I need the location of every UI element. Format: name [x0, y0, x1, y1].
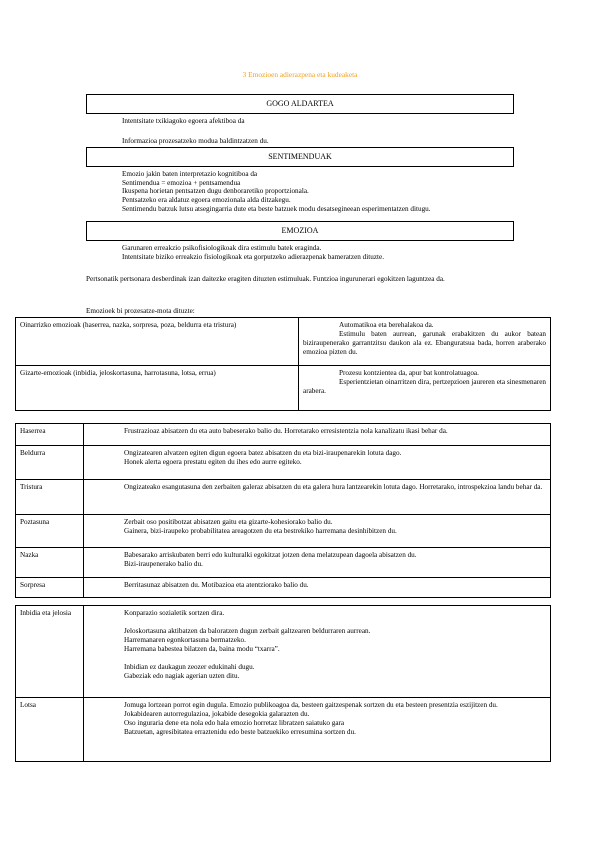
emotion-description: [84, 515, 551, 548]
type-line: Automatikoa eta berehalakoa da.: [339, 321, 434, 329]
type-line: Prozesu kontzientea da, apur bat kontrolatuagoa.: [339, 369, 479, 377]
senti-line: Pentsatzeko era aldatuz egoera emozionala alda ditzakegu.: [122, 195, 291, 204]
table-row: [16, 606, 551, 698]
emotion-line: Jokabidearen autorregulazioa, jokabide desegokia galarazten du.: [124, 710, 310, 718]
emotion-description: [84, 578, 551, 598]
emotion-name: Nazka: [16, 548, 84, 578]
intro-paragraph-2: Emozioek bi prozesatze-mota dituzte:: [86, 307, 195, 315]
page-title: 3 Emozioen adierazpena eta kudeaketa: [242, 70, 358, 79]
emotion-description: [84, 446, 551, 480]
emotion-line: Gabeziak edo nagiak agerian uzten ditu.: [124, 672, 240, 680]
senti-line: Ikuspena horietan pentsatzen dugu denboraretiko proportzionala.: [122, 187, 309, 196]
emotion-line: Gainera, bizi-iraupeko probabilitatea areagotzen du eta bestrekiko harremana desinhibitzen du.: [124, 527, 397, 535]
emozioa-text: [122, 244, 522, 261]
table-row: [16, 480, 551, 515]
gogo-line: Intentsitate txikiagoko egoera afektiboa da: [122, 117, 245, 125]
emozioa-line: Garunaren erreakzio psikofisiologikoak dira estimulu batek eragindа.: [122, 244, 322, 252]
emotion-description: [84, 698, 551, 762]
emotion-name: Haserrea: [16, 424, 84, 446]
gogo-aldartea-heading: GOGO ALDARTEA: [86, 94, 514, 114]
type-description: [299, 318, 551, 366]
emotion-line: Oso inguraria dene eta nola edo hala emozio horretaz libratzen saiatuko gara: [124, 719, 345, 727]
emotion-line: Honek alerta egoera prestatu egiten du ihes edo aurre egiteko.: [124, 458, 302, 466]
gogo-line: Informazioa prozesatzeko modua baldintzatzen du.: [122, 136, 269, 145]
emotion-line: Frustrazioaz abisatzen du eta auto babeserako balio du. Horretarako erresistentzia nola kanalizatu ikasi behar da.: [124, 427, 448, 435]
table-row: [16, 318, 551, 366]
emotion-line: Inbidian ez daukagun zeozer edukinahi dugu.: [124, 663, 255, 671]
type-line: Estimulu baten aurrean, garunak erabakitzen du aukor batean biziraupenerako garrantzitsu daukon ala ez. Ebanguratsua bada, horren araberako emozioa pizten du.: [303, 330, 546, 356]
emotion-line: Jomuga lortzean porrot egin dugula. Emozio publikoagoa da, besteen gaitzespenak sortzen du eta besteen presentzia eszijitzen du.: [124, 701, 498, 709]
type-name: Gizarte-emozioak (inbidia, jeloskortasuna, harrotasuna, lotsa, errua): [16, 366, 299, 411]
emotion-name: Inbidia eta jelosia: [16, 606, 84, 698]
intro-paragraph: Pertsonatik pertsonara desberdinak izan daitezke eragiten dituzten estimuluak. Funtzioa ingurunerari egokitzen laguntzea da.: [86, 275, 445, 283]
table-row: [16, 446, 551, 480]
emozioa-heading: EMOZIOA: [86, 221, 514, 241]
emotion-line: Ongizatearen alvatzen egiten digun egoera batez abisatzen du eta bizi-iraupenarekin lotuta dago.: [124, 449, 402, 457]
sentimenduak-text: [122, 170, 522, 213]
emotion-line: Konparazio sozialetik sortzen dira.: [124, 609, 225, 617]
emotion-line: Batzuetan, agresibitatea erraztenidu edo beste batzuekiko erresumina sortzen du.: [124, 728, 356, 736]
emotion-line: [88, 618, 546, 627]
emotion-line: Ongizateako esangutasuna den zerbaiten galeraz abisatzen du eta galera hura lantzearekin lotuta dago. Horretarako, introspekzioa landu behar da.: [124, 483, 543, 491]
emotion-name: Lotsa: [16, 698, 84, 762]
emotion-line: [88, 654, 546, 663]
emotion-line: Berritasunaz abisatzen du. Motibazioa eta atentziorako balio du.: [124, 581, 309, 589]
table-row: [16, 698, 551, 762]
emotion-description: [84, 480, 551, 515]
emotion-line: Bizi-iraupenerako balio du.: [124, 560, 203, 568]
emotion-description: [84, 606, 551, 698]
basic-emotions-table: [15, 423, 551, 598]
emotion-description: [84, 424, 551, 446]
senti-line: Sentimendua = emozioa + pentsamendua: [122, 178, 241, 187]
table-row: [16, 366, 551, 411]
emotion-name: Sorpresa: [16, 578, 84, 598]
senti-line: Sentimendu batzuk lutsu atsegingarria dute eta beste batzuek modu desatsegineean esperimentatzen ditugu.: [122, 204, 431, 213]
table-row: [16, 424, 551, 446]
emotion-line: Harremana babestea bilatzen da, baina modu “txarra”.: [124, 645, 280, 653]
emotion-description: [84, 548, 551, 578]
sentimenduak-heading: SENTIMENDUAK: [86, 147, 514, 167]
emotion-line: Babesarako arriskubaten berri edo kulturalki egokitzat jotzen dena melatzupean dagoela abisatzen du.: [124, 551, 417, 559]
emozioa-line: Intentsitate biziko erreakzio fisiologikoak eta gorputzeko adierazpenak bameratzen dituzte.: [122, 252, 385, 261]
senti-line: Emozio jakin baten interpretazio kognitiboa da: [122, 170, 258, 178]
social-emotions-table: [15, 605, 551, 762]
emotion-name: Beldurra: [16, 446, 84, 480]
emotion-name: Tristura: [16, 480, 84, 515]
emotion-line: Jeloskortasuna aktibatzen da baloratzen dugun zerbait galtzearen beldurraren aurrean.: [124, 627, 371, 635]
table-row: [16, 515, 551, 548]
type-description: [299, 366, 551, 411]
type-line: Esperientzietan oinarritzen dira, pertzepzioen jaureren eta sinesmenaren arabera.: [303, 378, 546, 395]
emotion-line: Zerbait oso positibotzat abisatzen gaitu eta gizarte-kohesiorako balio du.: [124, 518, 333, 526]
emotion-name: Poztasuna: [16, 515, 84, 548]
emotion-types-table: [15, 317, 551, 411]
type-name: Oinarrizko emozioak (haserrea, nazka, sorpresa, poza, beldurra eta tristura): [16, 318, 299, 366]
emotion-line: Harremanaren egonkortasuna bermatzeko.: [124, 636, 246, 644]
table-row: [16, 578, 551, 598]
gogo-aldartea-text: [122, 117, 522, 145]
table-row: [16, 548, 551, 578]
